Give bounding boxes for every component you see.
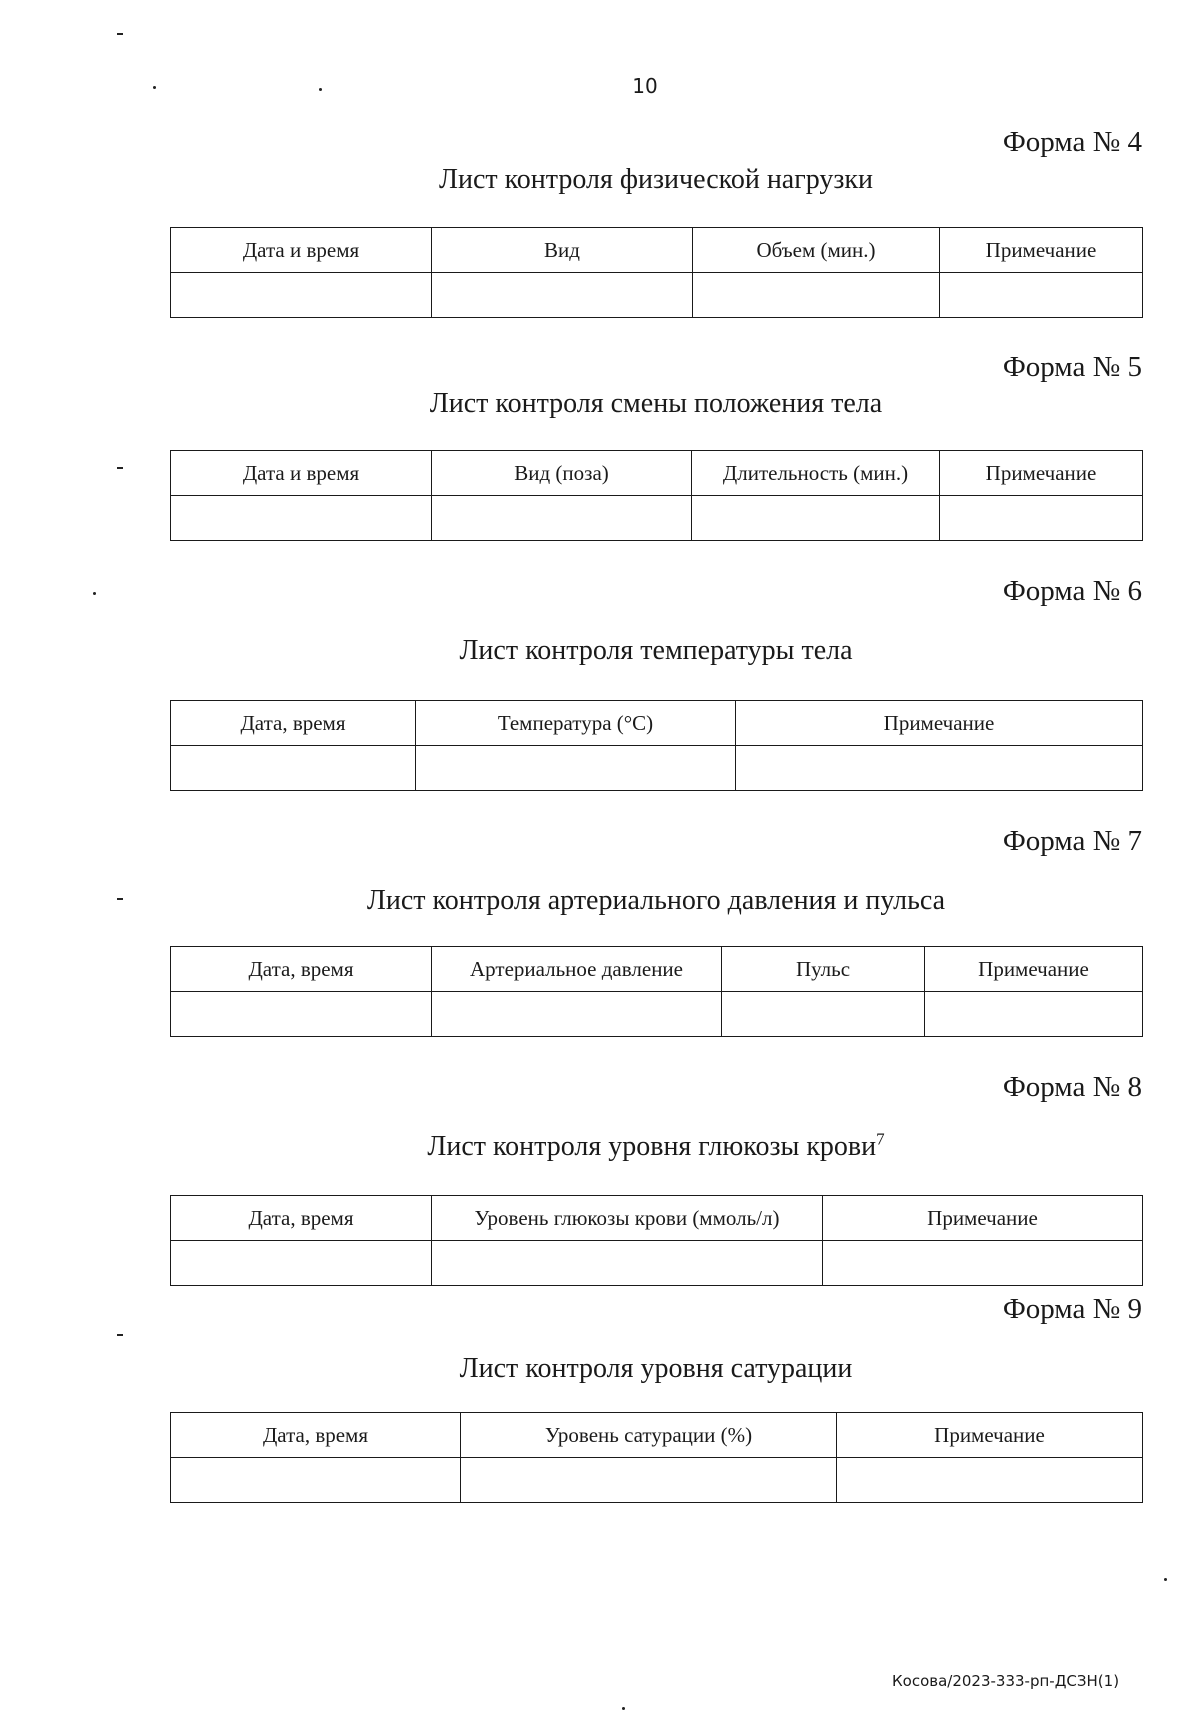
column-header-blood-pressure: Артериальное давление	[432, 947, 722, 992]
table-cell	[823, 1241, 1143, 1286]
table-cell	[722, 992, 925, 1037]
scan-speck	[117, 898, 123, 900]
table-cell	[925, 992, 1143, 1037]
column-header-date-time: Дата и время	[171, 228, 432, 273]
table-cell	[171, 992, 432, 1037]
table-row	[171, 273, 1143, 318]
table-cell	[171, 746, 416, 791]
table-cell	[432, 992, 722, 1037]
table-cell	[940, 496, 1143, 541]
table-cell	[171, 1458, 461, 1503]
table-header-row	[171, 228, 1143, 273]
table-header-row	[171, 1413, 1143, 1458]
table-cell	[940, 273, 1143, 318]
table-cell	[171, 273, 432, 318]
column-header-note: Примечание	[837, 1413, 1143, 1458]
table-cell	[837, 1458, 1143, 1503]
form-9-number: Форма № 9	[1002, 1293, 1142, 1325]
column-header-pose: Вид (поза)	[432, 451, 692, 496]
column-header-date-time: Дата, время	[171, 1413, 461, 1458]
column-header-note: Примечание	[940, 228, 1143, 273]
scan-speck	[117, 1334, 123, 1336]
column-header-temperature: Температура (°С)	[416, 701, 736, 746]
column-header-pulse: Пульс	[722, 947, 925, 992]
scan-speck	[117, 33, 123, 35]
form-5-number: Форма № 5	[1002, 351, 1142, 383]
scan-speck	[93, 592, 96, 595]
form-7-table	[170, 946, 1143, 1037]
column-header-date-time: Дата, время	[171, 947, 432, 992]
form-5-table	[170, 450, 1143, 541]
column-header-note: Примечание	[925, 947, 1143, 992]
column-header-date-time: Дата, время	[171, 1196, 432, 1241]
form-4-table	[170, 227, 1143, 318]
form-6-number: Форма № 6	[1002, 575, 1142, 607]
column-header-volume: Объем (мин.)	[693, 228, 940, 273]
table-cell	[432, 496, 692, 541]
table-row	[171, 1241, 1143, 1286]
form-9-title-text: Лист контроля уровня сатурации	[459, 1353, 853, 1384]
form-4-number: Форма № 4	[1002, 126, 1142, 158]
table-header-row	[171, 701, 1143, 746]
column-header-note: Примечание	[736, 701, 1143, 746]
footnote-marker: 7	[876, 1129, 885, 1149]
form-6-title-text: Лист контроля температуры тела	[459, 635, 853, 666]
form-8-title	[170, 1131, 1142, 1163]
form-5-title	[170, 388, 1142, 420]
form-7-number: Форма № 7	[1002, 825, 1142, 857]
table-cell	[171, 1241, 432, 1286]
form-6-table	[170, 700, 1143, 791]
table-row	[171, 1458, 1143, 1503]
table-header-row	[171, 1196, 1143, 1241]
scan-speck	[1164, 1578, 1167, 1581]
form-7-title	[170, 885, 1142, 917]
table-cell	[736, 746, 1143, 791]
table-header-row	[171, 947, 1143, 992]
form-4-title	[170, 164, 1142, 196]
column-header-note: Примечание	[823, 1196, 1143, 1241]
table-cell	[432, 1241, 823, 1286]
form-5-title-text: Лист контроля смены положения тела	[429, 388, 883, 419]
form-9-table	[170, 1412, 1143, 1503]
form-6-title	[170, 635, 1142, 667]
form-9-title	[170, 1353, 1142, 1385]
table-cell	[171, 496, 432, 541]
column-header-date-time: Дата и время	[171, 451, 432, 496]
form-7-title-text: Лист контроля артериального давления и пульса	[366, 885, 946, 916]
form-4-title-text: Лист контроля физической нагрузки	[438, 164, 873, 195]
form-8-title-text: Лист контроля уровня глюкозы крови	[427, 1131, 877, 1162]
table-cell	[693, 273, 940, 318]
column-header-saturation-level: Уровень сатурации (%)	[461, 1413, 837, 1458]
form-8-table	[170, 1195, 1143, 1286]
page-number: 10	[632, 74, 658, 98]
scan-speck	[153, 86, 156, 89]
column-header-type: Вид	[432, 228, 693, 273]
table-cell	[461, 1458, 837, 1503]
scan-speck	[319, 88, 322, 91]
table-row	[171, 496, 1143, 541]
document-code: Косова/2023-333-рп-ДСЗН(1)	[892, 1672, 1120, 1690]
column-header-note: Примечание	[940, 451, 1143, 496]
table-cell	[692, 496, 940, 541]
table-cell	[432, 273, 693, 318]
table-row	[171, 992, 1143, 1037]
table-row	[171, 746, 1143, 791]
table-cell	[416, 746, 736, 791]
column-header-glucose-level: Уровень глюкозы крови (ммоль/л)	[432, 1196, 823, 1241]
column-header-duration: Длительность (мин.)	[692, 451, 940, 496]
scan-speck	[117, 467, 123, 469]
column-header-date-time: Дата, время	[171, 701, 416, 746]
table-header-row	[171, 451, 1143, 496]
form-8-number: Форма № 8	[1002, 1071, 1142, 1103]
